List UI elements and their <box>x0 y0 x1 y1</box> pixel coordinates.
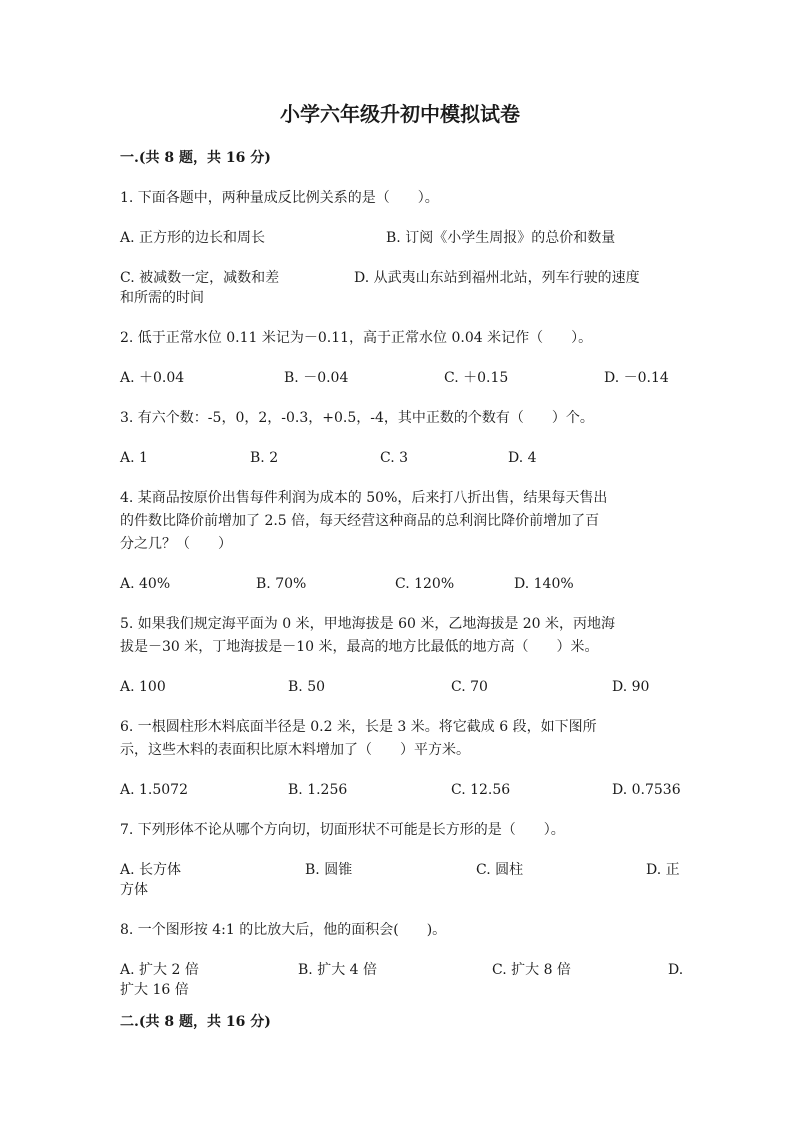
q5-option-a: A. 100 <box>120 679 166 695</box>
q7-option-b: B. 圆锥 <box>305 862 353 878</box>
q4-option-a: A. 40% <box>120 576 171 592</box>
question-8-stem: 8. 一个图形按 4:1 的比放大后，他的面积会( )。 <box>120 922 447 938</box>
q2-option-a: A. ＋0.04 <box>120 370 185 386</box>
q4-option-d: D. 140% <box>514 576 574 592</box>
q5-option-c: C. 70 <box>451 679 488 695</box>
q8-option-b: B. 扩大 4 倍 <box>298 962 377 978</box>
q8-option-d: D. <box>668 962 684 978</box>
q7-option-d-continued: 方体 <box>120 882 148 898</box>
section-heading-2: 二.(共 8 题，共 16 分) <box>120 1014 271 1030</box>
q6-option-c: C. 12.56 <box>451 782 511 798</box>
q1-option-d: D. 从武夷山东站到福州北站，列车行驶的速度 <box>354 270 640 286</box>
q3-option-a: A. 1 <box>120 450 148 466</box>
q1-option-b: B. 订阅《小学生周报》的总价和数量 <box>386 230 616 246</box>
question-6-stem-line-2: 示，这些木料的表面积比原木料增加了（ ）平方米。 <box>120 742 470 758</box>
q3-option-d: D. 4 <box>508 450 537 466</box>
q7-option-d: D. 正 <box>646 862 680 878</box>
q2-option-b: B. －0.04 <box>284 370 349 386</box>
section-heading-1: 一.(共 8 题，共 16 分) <box>120 150 271 166</box>
question-2-stem: 2. 低于正常水位 0.11 米记为－0.11，高于正常水位 0.04 米记作（ ）。 <box>120 330 593 346</box>
q7-option-c: C. 圆柱 <box>476 862 524 878</box>
q8-option-a: A. 扩大 2 倍 <box>120 962 199 978</box>
q5-option-b: B. 50 <box>288 679 326 695</box>
question-4-stem-line-3: 分之几？（ ） <box>120 536 232 552</box>
question-5-stem-line-2: 拔是－30 米，丁地海拔是－10 米，最高的地方比最低的地方高（ ）米。 <box>120 639 599 655</box>
question-6-stem-line-1: 6. 一根圆柱形木料底面半径是 0.2 米，长是 3 米。将它截成 6 段，如下图所 <box>120 719 597 735</box>
question-3-stem: 3. 有六个数：-5，0，2，-0.3，+0.5，-4，其中正数的个数有（ ）个。 <box>120 410 594 426</box>
q8-option-c: C. 扩大 8 倍 <box>492 962 571 978</box>
question-4-stem-line-1: 4. 某商品按原价出售每件利润为成本的 50%，后来打八折出售，结果每天售出 <box>120 490 608 506</box>
question-7-stem: 7. 下列形体不论从哪个方向切，切面形状不可能是长方形的是（ ）。 <box>120 822 565 838</box>
question-1-stem: 1. 下面各题中，两种量成反比例关系的是（ ）。 <box>120 190 439 206</box>
q8-option-d-continued: 扩大 16 倍 <box>120 982 189 998</box>
q6-option-d: D. 0.7536 <box>612 782 681 798</box>
q2-option-d: D. －0.14 <box>604 370 669 386</box>
q3-option-b: B. 2 <box>250 450 279 466</box>
q4-option-b: B. 70% <box>256 576 307 592</box>
q3-option-c: C. 3 <box>380 450 409 466</box>
q1-option-d-continued: 和所需的时间 <box>120 290 204 306</box>
question-5-stem-line-1: 5. 如果我们规定海平面为 0 米，甲地海拔是 60 米，乙地海拔是 20 米，丙地海 <box>120 616 616 632</box>
question-4-stem-line-2: 的件数比降价前增加了 2.5 倍，每天经营这种商品的总利润比降价前增加了百 <box>120 513 600 529</box>
q6-option-b: B. 1.256 <box>288 782 348 798</box>
q2-option-c: C. ＋0.15 <box>444 370 509 386</box>
q5-option-d: D. 90 <box>612 679 650 695</box>
q1-option-c: C. 被减数一定，减数和差 <box>120 270 280 286</box>
q6-option-a: A. 1.5072 <box>120 782 188 798</box>
q4-option-c: C. 120% <box>395 576 455 592</box>
q7-option-a: A. 长方体 <box>120 862 182 878</box>
page-title: 小学六年级升初中模拟试卷 <box>280 102 520 126</box>
q1-option-a: A. 正方形的边长和周长 <box>120 230 266 246</box>
